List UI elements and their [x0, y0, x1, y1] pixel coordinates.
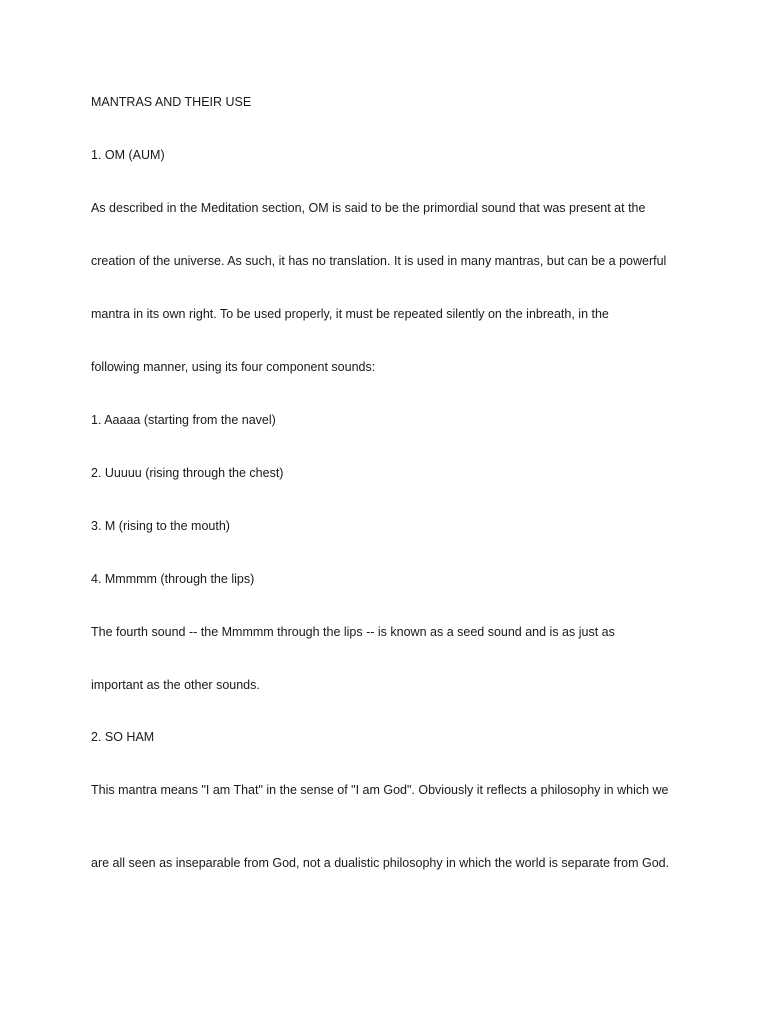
- list-item-sound-2: 2. Uuuuu (rising through the chest): [91, 466, 284, 480]
- paragraph-line: This mantra means "I am That" in the sense of "I am God". Obviously it reflects a philosophy in which we: [91, 783, 669, 797]
- paragraph-line: important as the other sounds.: [91, 678, 260, 692]
- list-item-sound-3: 3. M (rising to the mouth): [91, 519, 230, 533]
- paragraph-line: following manner, using its four component sounds:: [91, 360, 376, 374]
- paragraph-line: are all seen as inseparable from God, not a dualistic philosophy in which the world is separate from God.: [91, 856, 670, 870]
- paragraph-line: mantra in its own right. To be used properly, it must be repeated silently on the inbreath, in the: [91, 307, 609, 321]
- document-title: MANTRAS AND THEIR USE: [91, 95, 252, 109]
- section-heading-so-ham: 2. SO HAM: [91, 730, 155, 744]
- section-heading-om: 1. OM (AUM): [91, 148, 165, 162]
- paragraph-line: creation of the universe. As such, it has no translation. It is used in many mantras, but can be a powerful: [91, 254, 667, 268]
- list-item-sound-1: 1. Aaaaa (starting from the navel): [91, 413, 276, 427]
- paragraph-line: As described in the Meditation section, OM is said to be the primordial sound that was present at the: [91, 201, 646, 215]
- paragraph-line: The fourth sound -- the Mmmmm through the lips -- is known as a seed sound and is as just as: [91, 625, 615, 639]
- list-item-sound-4: 4. Mmmmm (through the lips): [91, 572, 255, 586]
